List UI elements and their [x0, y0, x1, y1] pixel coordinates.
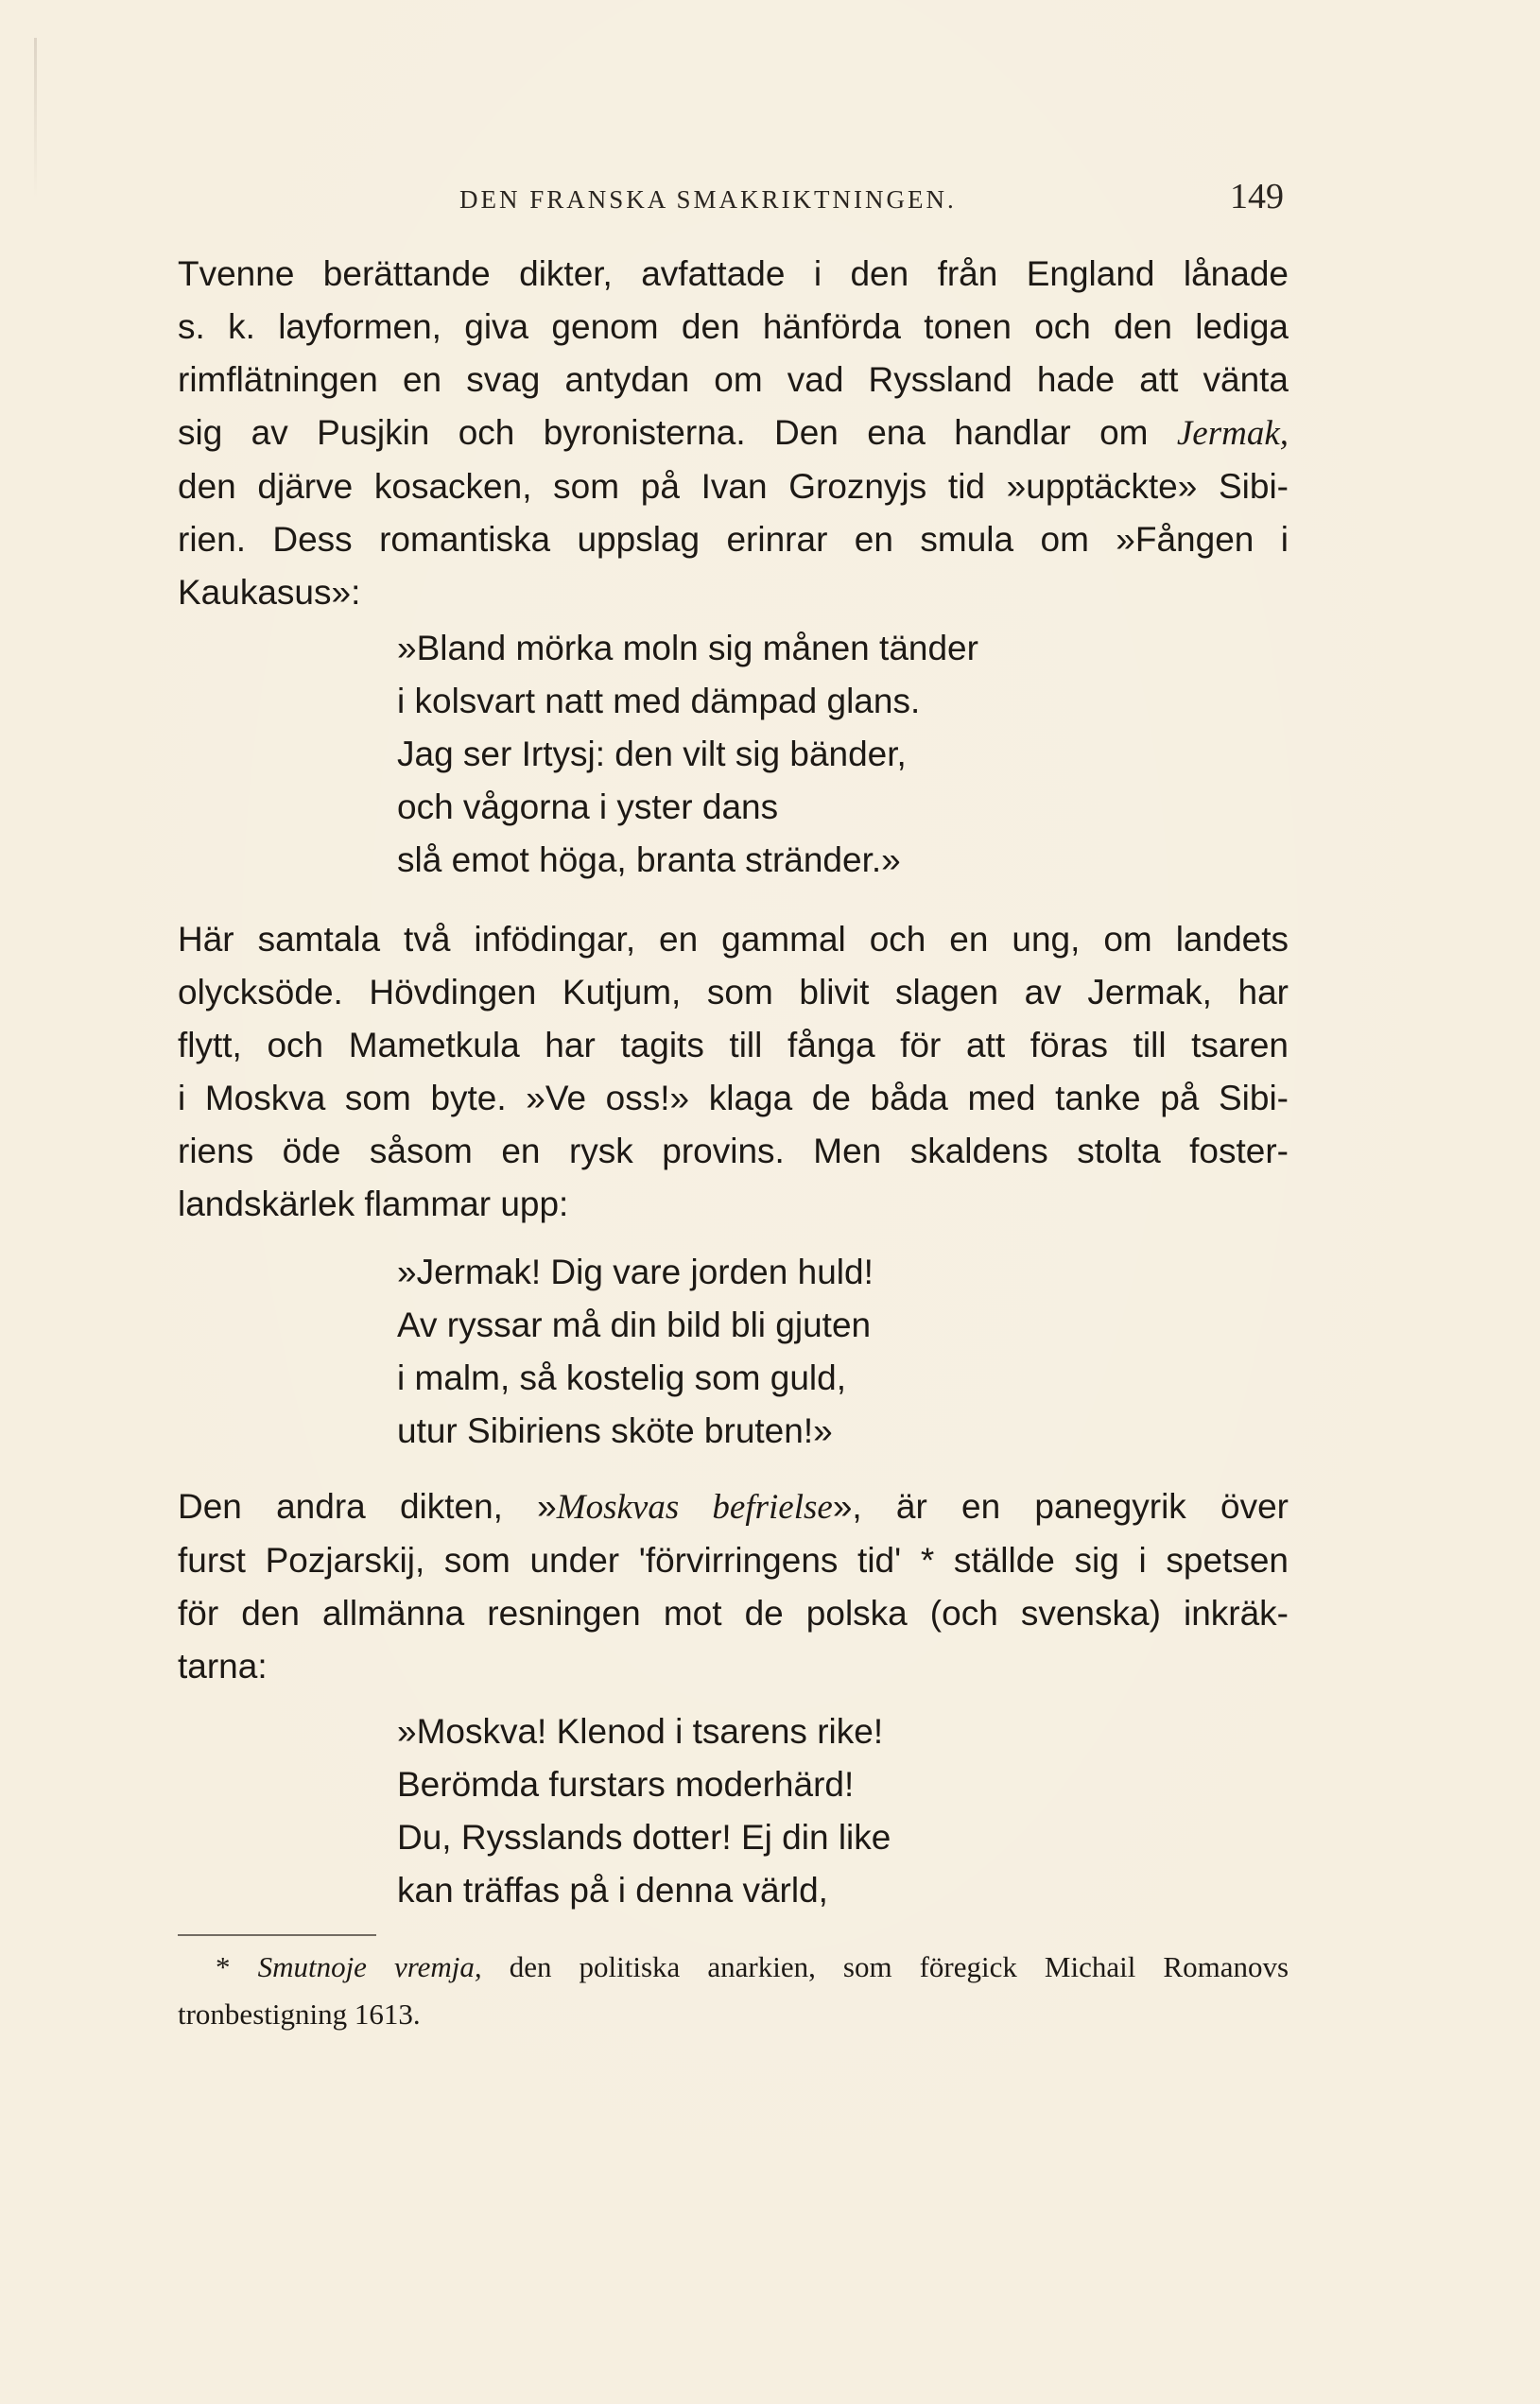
text-line: i Moskva som byte. »Ve oss!» klaga de båda med tanke på Sibi-	[178, 1079, 1289, 1117]
page-number: 149	[1230, 177, 1284, 216]
text-fragment: Den andra dikten, »	[178, 1487, 557, 1526]
footnote-line: tronbestigning 1613.	[178, 1998, 421, 2031]
emphasis-jermak: Jermak,	[1176, 414, 1289, 453]
text-line: s. k. layformen, giva genom den hänförda tonen och den lediga	[178, 307, 1289, 346]
footnote-term: Smutnoje vremja,	[257, 1950, 482, 1983]
verse-line: Av ryssar må din bild bli gjuten	[397, 1306, 872, 1344]
text-line: riens öde såsom en rysk provins. Men skaldens stolta foster-	[178, 1132, 1289, 1170]
verse-1	[397, 622, 978, 887]
paragraph-3	[178, 1480, 1289, 1693]
verse-line: Berömda furstars moderhärd!	[397, 1765, 855, 1804]
running-title: DEN FRANSKA SMAKRIKTNINGEN.	[459, 185, 957, 214]
text-line	[178, 406, 1289, 460]
verse-line: kan träffas på i denna värld,	[397, 1871, 828, 1910]
text-line: flytt, och Mametkula har tagits till fånga för att föras till tsaren	[178, 1026, 1289, 1064]
text-line: furst Pozjarskij, som under 'förvirringens tid' * ställde sig i spetsen	[178, 1541, 1289, 1580]
text-line: landskärlek flammar upp:	[178, 1185, 569, 1223]
paragraph-1	[178, 248, 1289, 619]
text-line	[178, 1480, 1289, 1534]
text-line: för den allmänna resningen mot de polska (och svenska) inkräk-	[178, 1594, 1289, 1633]
verse-line: slå emot höga, branta stränder.»	[397, 840, 901, 879]
text-line: tarna:	[178, 1647, 268, 1686]
page-header	[216, 176, 1284, 223]
text-line: rimflätningen en svag antydan om vad Ryssland hade att vänta	[178, 360, 1289, 399]
verse-line: Du, Rysslands dotter! Ej din like	[397, 1818, 891, 1857]
footnote	[178, 1944, 1289, 2038]
text-fragment: », är en panegyrik över	[832, 1487, 1289, 1526]
verse-line: »Moskva! Klenod i tsarens rike!	[397, 1712, 884, 1751]
text-line: olycksöde. Hövdingen Kutjum, som blivit slagen av Jermak, har	[178, 973, 1289, 1012]
footnote-line	[178, 1944, 1289, 1991]
footnote-marker: *	[216, 1950, 231, 1983]
verse-line: och vågorna i yster dans	[397, 787, 779, 826]
verse-line: Jag ser Irtysj: den vilt sig bänder,	[397, 735, 907, 773]
footnote-divider	[178, 1934, 376, 1936]
verse-line: »Jermak! Dig vare jorden huld!	[397, 1253, 874, 1291]
verse-line: utur Sibiriens sköte bruten!»	[397, 1411, 833, 1450]
text-line: Kaukasus»:	[178, 573, 361, 612]
text-line: den djärve kosacken, som på Ivan Groznyjs tid »upptäckte» Sibi-	[178, 467, 1289, 506]
footnote-text: den politiska anarkien, som föregick Michail Romanovs	[509, 1950, 1289, 1983]
text-fragment: sig av Pusjkin och byronisterna. Den ena handlar om	[178, 413, 1149, 452]
text-line: Tvenne berättande dikter, avfattade i den från England lånade	[178, 254, 1289, 293]
verse-2	[397, 1246, 874, 1458]
page-edge-mark	[34, 38, 37, 199]
text-line: rien. Dess romantiska uppslag erinrar en smula om »Fången i	[178, 520, 1289, 559]
verse-3	[397, 1705, 891, 1917]
verse-line: i malm, så kostelig som guld,	[397, 1358, 847, 1397]
emphasis-moskvas-befrielse: Moskvas befrielse	[556, 1488, 833, 1527]
paragraph-2	[178, 913, 1289, 1231]
verse-line: »Bland mörka moln sig månen tänder	[397, 629, 978, 667]
verse-line: i kolsvart natt med dämpad glans.	[397, 682, 921, 720]
text-line: Här samtala två infödingar, en gammal och en ung, om landets	[178, 920, 1289, 959]
